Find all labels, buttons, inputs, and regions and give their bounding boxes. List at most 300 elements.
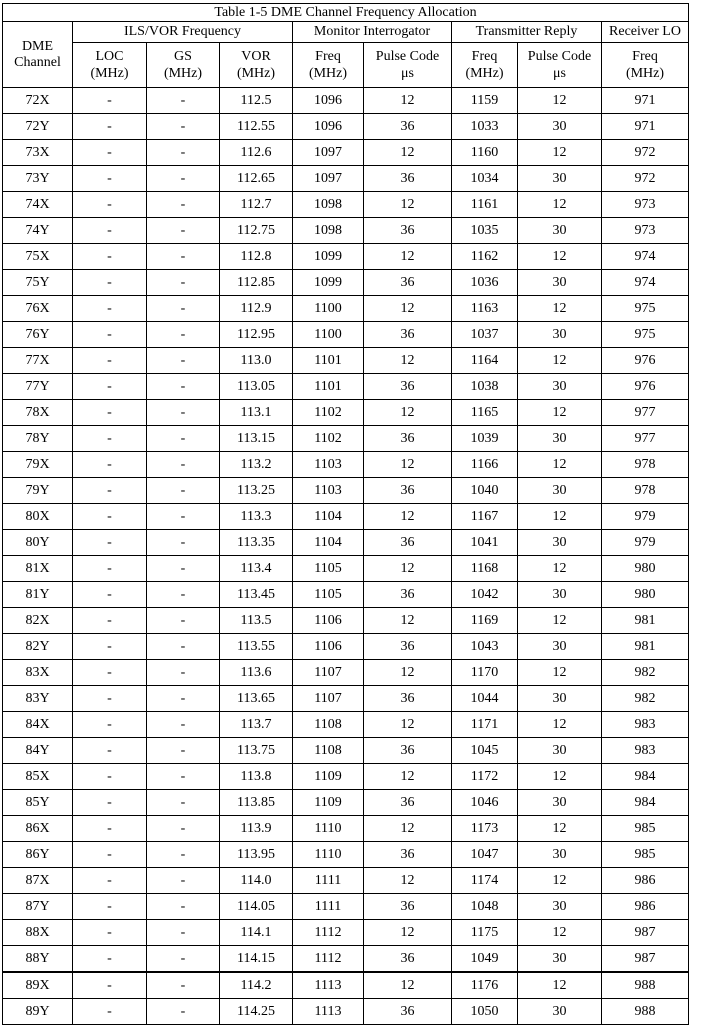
table-row bbox=[3, 686, 689, 712]
gs-cell: - bbox=[147, 452, 220, 478]
monitor-freq-cell: 1101 bbox=[293, 374, 364, 400]
transmitter-pulse-cell: 12 bbox=[518, 868, 602, 894]
gs-cell: - bbox=[147, 920, 220, 946]
table-body bbox=[3, 88, 689, 1025]
dme-channel-cell: 88X bbox=[3, 920, 73, 946]
monitor-pulse-cell: 36 bbox=[364, 790, 452, 816]
monitor-freq-cell: 1108 bbox=[293, 712, 364, 738]
table-row bbox=[3, 140, 689, 166]
header-vor: VOR (MHz) bbox=[220, 43, 293, 88]
vor-cell: 114.2 bbox=[220, 972, 293, 999]
receiver-freq-cell: 971 bbox=[602, 88, 689, 114]
vor-cell: 113.55 bbox=[220, 634, 293, 660]
dme-channel-cell: 75Y bbox=[3, 270, 73, 296]
monitor-pulse-cell: 36 bbox=[364, 426, 452, 452]
dme-channel-cell: 79Y bbox=[3, 478, 73, 504]
gs-cell: - bbox=[147, 894, 220, 920]
transmitter-pulse-cell: 30 bbox=[518, 166, 602, 192]
transmitter-freq-cell: 1172 bbox=[452, 764, 518, 790]
loc-cell: - bbox=[73, 244, 147, 270]
transmitter-freq-cell: 1169 bbox=[452, 608, 518, 634]
vor-cell: 112.95 bbox=[220, 322, 293, 348]
dme-channel-cell: 88Y bbox=[3, 946, 73, 973]
loc-cell: - bbox=[73, 530, 147, 556]
transmitter-pulse-cell: 30 bbox=[518, 270, 602, 296]
monitor-freq-cell: 1112 bbox=[293, 920, 364, 946]
table-row bbox=[3, 244, 689, 270]
monitor-freq-cell: 1111 bbox=[293, 868, 364, 894]
monitor-freq-cell: 1099 bbox=[293, 244, 364, 270]
gs-cell: - bbox=[147, 140, 220, 166]
monitor-freq-cell: 1099 bbox=[293, 270, 364, 296]
receiver-freq-cell: 986 bbox=[602, 894, 689, 920]
monitor-freq-cell: 1104 bbox=[293, 530, 364, 556]
loc-cell: - bbox=[73, 192, 147, 218]
receiver-freq-cell: 978 bbox=[602, 478, 689, 504]
monitor-pulse-cell: 12 bbox=[364, 972, 452, 999]
dme-channel-cell: 86Y bbox=[3, 842, 73, 868]
gs-cell: - bbox=[147, 999, 220, 1025]
monitor-freq-cell: 1096 bbox=[293, 88, 364, 114]
receiver-freq-cell: 982 bbox=[602, 686, 689, 712]
header-monitor-pulse-code: Pulse Code μs bbox=[364, 43, 452, 88]
monitor-pulse-cell: 12 bbox=[364, 244, 452, 270]
monitor-pulse-cell: 12 bbox=[364, 192, 452, 218]
transmitter-pulse-cell: 30 bbox=[518, 374, 602, 400]
vor-cell: 113.25 bbox=[220, 478, 293, 504]
transmitter-freq-cell: 1165 bbox=[452, 400, 518, 426]
dme-channel-cell: 75X bbox=[3, 244, 73, 270]
transmitter-freq-cell: 1044 bbox=[452, 686, 518, 712]
monitor-pulse-cell: 36 bbox=[364, 738, 452, 764]
vor-cell: 113.15 bbox=[220, 426, 293, 452]
header-loc: LOC (MHz) bbox=[73, 43, 147, 88]
monitor-freq-cell: 1102 bbox=[293, 400, 364, 426]
transmitter-pulse-cell: 30 bbox=[518, 426, 602, 452]
transmitter-pulse-cell: 30 bbox=[518, 530, 602, 556]
gs-cell: - bbox=[147, 426, 220, 452]
dme-channel-cell: 83X bbox=[3, 660, 73, 686]
receiver-freq-cell: 971 bbox=[602, 114, 689, 140]
monitor-pulse-cell: 12 bbox=[364, 816, 452, 842]
monitor-freq-cell: 1112 bbox=[293, 946, 364, 973]
gs-cell: - bbox=[147, 686, 220, 712]
gs-cell: - bbox=[147, 504, 220, 530]
dme-channel-cell: 89Y bbox=[3, 999, 73, 1025]
transmitter-freq-cell: 1045 bbox=[452, 738, 518, 764]
monitor-freq-cell: 1106 bbox=[293, 608, 364, 634]
dme-channel-cell: 74Y bbox=[3, 218, 73, 244]
monitor-freq-cell: 1096 bbox=[293, 114, 364, 140]
table-row bbox=[3, 296, 689, 322]
table-row bbox=[3, 790, 689, 816]
vor-cell: 113.95 bbox=[220, 842, 293, 868]
receiver-freq-cell: 983 bbox=[602, 738, 689, 764]
monitor-pulse-cell: 36 bbox=[364, 946, 452, 973]
transmitter-pulse-cell: 12 bbox=[518, 920, 602, 946]
transmitter-pulse-cell: 12 bbox=[518, 816, 602, 842]
dme-channel-cell: 80X bbox=[3, 504, 73, 530]
vor-cell: 114.05 bbox=[220, 894, 293, 920]
table-row bbox=[3, 738, 689, 764]
transmitter-pulse-cell: 12 bbox=[518, 556, 602, 582]
header-transmitter-freq: Freq (MHz) bbox=[452, 43, 518, 88]
loc-cell: - bbox=[73, 322, 147, 348]
dme-channel-cell: 82X bbox=[3, 608, 73, 634]
group-transmitter-reply: Transmitter Reply bbox=[452, 22, 602, 43]
loc-cell: - bbox=[73, 764, 147, 790]
group-receiver-lo: Receiver LO bbox=[602, 22, 689, 43]
loc-cell: - bbox=[73, 894, 147, 920]
vor-cell: 113.6 bbox=[220, 660, 293, 686]
transmitter-freq-cell: 1176 bbox=[452, 972, 518, 999]
dme-channel-cell: 81X bbox=[3, 556, 73, 582]
monitor-pulse-cell: 12 bbox=[364, 400, 452, 426]
vor-cell: 112.8 bbox=[220, 244, 293, 270]
monitor-freq-cell: 1104 bbox=[293, 504, 364, 530]
transmitter-freq-cell: 1042 bbox=[452, 582, 518, 608]
loc-cell: - bbox=[73, 400, 147, 426]
header-transmitter-pulse-code: Pulse Code μs bbox=[518, 43, 602, 88]
gs-cell: - bbox=[147, 192, 220, 218]
dme-channel-cell: 85X bbox=[3, 764, 73, 790]
monitor-pulse-cell: 36 bbox=[364, 999, 452, 1025]
monitor-freq-cell: 1100 bbox=[293, 322, 364, 348]
loc-cell: - bbox=[73, 999, 147, 1025]
receiver-freq-cell: 976 bbox=[602, 348, 689, 374]
transmitter-freq-cell: 1046 bbox=[452, 790, 518, 816]
table-row bbox=[3, 634, 689, 660]
table-row bbox=[3, 192, 689, 218]
transmitter-freq-cell: 1049 bbox=[452, 946, 518, 973]
table-row bbox=[3, 426, 689, 452]
vor-cell: 113.1 bbox=[220, 400, 293, 426]
dme-channel-cell: 77Y bbox=[3, 374, 73, 400]
transmitter-freq-cell: 1050 bbox=[452, 999, 518, 1025]
gs-cell: - bbox=[147, 946, 220, 973]
vor-cell: 113.0 bbox=[220, 348, 293, 374]
gs-cell: - bbox=[147, 348, 220, 374]
monitor-pulse-cell: 12 bbox=[364, 296, 452, 322]
monitor-freq-cell: 1103 bbox=[293, 478, 364, 504]
monitor-freq-cell: 1107 bbox=[293, 660, 364, 686]
monitor-freq-cell: 1101 bbox=[293, 348, 364, 374]
receiver-freq-cell: 983 bbox=[602, 712, 689, 738]
receiver-freq-cell: 985 bbox=[602, 842, 689, 868]
gs-cell: - bbox=[147, 270, 220, 296]
transmitter-pulse-cell: 12 bbox=[518, 764, 602, 790]
monitor-pulse-cell: 36 bbox=[364, 114, 452, 140]
transmitter-pulse-cell: 30 bbox=[518, 686, 602, 712]
vor-cell: 113.9 bbox=[220, 816, 293, 842]
monitor-pulse-cell: 36 bbox=[364, 530, 452, 556]
monitor-freq-cell: 1097 bbox=[293, 140, 364, 166]
receiver-freq-cell: 979 bbox=[602, 530, 689, 556]
transmitter-freq-cell: 1166 bbox=[452, 452, 518, 478]
table-row bbox=[3, 712, 689, 738]
table-row bbox=[3, 504, 689, 530]
monitor-pulse-cell: 36 bbox=[364, 582, 452, 608]
gs-cell: - bbox=[147, 530, 220, 556]
vor-cell: 114.15 bbox=[220, 946, 293, 973]
vor-cell: 113.8 bbox=[220, 764, 293, 790]
table-row bbox=[3, 868, 689, 894]
transmitter-pulse-cell: 12 bbox=[518, 400, 602, 426]
table-row bbox=[3, 556, 689, 582]
header-monitor-freq: Freq (MHz) bbox=[293, 43, 364, 88]
monitor-freq-cell: 1102 bbox=[293, 426, 364, 452]
loc-cell: - bbox=[73, 374, 147, 400]
table-row bbox=[3, 374, 689, 400]
dme-channel-cell: 74X bbox=[3, 192, 73, 218]
transmitter-pulse-cell: 12 bbox=[518, 140, 602, 166]
monitor-freq-cell: 1109 bbox=[293, 790, 364, 816]
transmitter-freq-cell: 1041 bbox=[452, 530, 518, 556]
monitor-freq-cell: 1106 bbox=[293, 634, 364, 660]
transmitter-freq-cell: 1164 bbox=[452, 348, 518, 374]
transmitter-freq-cell: 1170 bbox=[452, 660, 518, 686]
table-row bbox=[3, 946, 689, 973]
loc-cell: - bbox=[73, 114, 147, 140]
receiver-freq-cell: 981 bbox=[602, 608, 689, 634]
transmitter-pulse-cell: 30 bbox=[518, 218, 602, 244]
vor-cell: 113.85 bbox=[220, 790, 293, 816]
receiver-freq-cell: 972 bbox=[602, 140, 689, 166]
monitor-pulse-cell: 12 bbox=[364, 140, 452, 166]
transmitter-pulse-cell: 30 bbox=[518, 999, 602, 1025]
vor-cell: 112.85 bbox=[220, 270, 293, 296]
table-row bbox=[3, 452, 689, 478]
header-receiver-freq: Freq (MHz) bbox=[602, 43, 689, 88]
dme-channel-cell: 79X bbox=[3, 452, 73, 478]
gs-cell: - bbox=[147, 764, 220, 790]
receiver-freq-cell: 976 bbox=[602, 374, 689, 400]
transmitter-freq-cell: 1038 bbox=[452, 374, 518, 400]
gs-cell: - bbox=[147, 114, 220, 140]
dme-channel-table bbox=[2, 3, 689, 1025]
table-row bbox=[3, 582, 689, 608]
transmitter-pulse-cell: 12 bbox=[518, 296, 602, 322]
vor-cell: 114.25 bbox=[220, 999, 293, 1025]
gs-cell: - bbox=[147, 660, 220, 686]
vor-cell: 114.1 bbox=[220, 920, 293, 946]
dme-channel-cell: 81Y bbox=[3, 582, 73, 608]
monitor-pulse-cell: 12 bbox=[364, 660, 452, 686]
vor-cell: 112.5 bbox=[220, 88, 293, 114]
gs-cell: - bbox=[147, 374, 220, 400]
monitor-freq-cell: 1113 bbox=[293, 999, 364, 1025]
table-row bbox=[3, 478, 689, 504]
receiver-freq-cell: 974 bbox=[602, 270, 689, 296]
table-row bbox=[3, 660, 689, 686]
monitor-freq-cell: 1107 bbox=[293, 686, 364, 712]
receiver-freq-cell: 980 bbox=[602, 582, 689, 608]
loc-cell: - bbox=[73, 582, 147, 608]
header-dme-channel: DME Channel bbox=[3, 22, 73, 88]
monitor-pulse-cell: 36 bbox=[364, 894, 452, 920]
header-gs: GS (MHz) bbox=[147, 43, 220, 88]
monitor-freq-cell: 1105 bbox=[293, 582, 364, 608]
vor-cell: 112.9 bbox=[220, 296, 293, 322]
gs-cell: - bbox=[147, 218, 220, 244]
monitor-pulse-cell: 36 bbox=[364, 686, 452, 712]
vor-cell: 112.65 bbox=[220, 166, 293, 192]
monitor-pulse-cell: 12 bbox=[364, 348, 452, 374]
vor-cell: 112.7 bbox=[220, 192, 293, 218]
table-row bbox=[3, 322, 689, 348]
table-row bbox=[3, 999, 689, 1025]
receiver-freq-cell: 973 bbox=[602, 192, 689, 218]
transmitter-pulse-cell: 30 bbox=[518, 322, 602, 348]
table-row bbox=[3, 348, 689, 374]
receiver-freq-cell: 972 bbox=[602, 166, 689, 192]
receiver-freq-cell: 975 bbox=[602, 296, 689, 322]
loc-cell: - bbox=[73, 296, 147, 322]
dme-channel-cell: 76X bbox=[3, 296, 73, 322]
monitor-freq-cell: 1103 bbox=[293, 452, 364, 478]
monitor-freq-cell: 1098 bbox=[293, 218, 364, 244]
gs-cell: - bbox=[147, 582, 220, 608]
transmitter-pulse-cell: 12 bbox=[518, 712, 602, 738]
loc-cell: - bbox=[73, 556, 147, 582]
monitor-freq-cell: 1109 bbox=[293, 764, 364, 790]
dme-channel-cell: 77X bbox=[3, 348, 73, 374]
transmitter-freq-cell: 1171 bbox=[452, 712, 518, 738]
loc-cell: - bbox=[73, 608, 147, 634]
transmitter-pulse-cell: 30 bbox=[518, 790, 602, 816]
transmitter-freq-cell: 1037 bbox=[452, 322, 518, 348]
monitor-freq-cell: 1108 bbox=[293, 738, 364, 764]
dme-channel-cell: 85Y bbox=[3, 790, 73, 816]
monitor-pulse-cell: 12 bbox=[364, 712, 452, 738]
loc-cell: - bbox=[73, 816, 147, 842]
transmitter-pulse-cell: 30 bbox=[518, 946, 602, 973]
vor-cell: 113.65 bbox=[220, 686, 293, 712]
receiver-freq-cell: 988 bbox=[602, 999, 689, 1025]
gs-cell: - bbox=[147, 738, 220, 764]
monitor-freq-cell: 1100 bbox=[293, 296, 364, 322]
vor-cell: 113.45 bbox=[220, 582, 293, 608]
transmitter-pulse-cell: 12 bbox=[518, 244, 602, 270]
gs-cell: - bbox=[147, 842, 220, 868]
transmitter-pulse-cell: 12 bbox=[518, 660, 602, 686]
dme-channel-cell: 80Y bbox=[3, 530, 73, 556]
table-row bbox=[3, 530, 689, 556]
vor-cell: 113.2 bbox=[220, 452, 293, 478]
monitor-pulse-cell: 36 bbox=[364, 634, 452, 660]
vor-cell: 112.75 bbox=[220, 218, 293, 244]
transmitter-freq-cell: 1173 bbox=[452, 816, 518, 842]
receiver-freq-cell: 979 bbox=[602, 504, 689, 530]
receiver-freq-cell: 986 bbox=[602, 868, 689, 894]
monitor-freq-cell: 1110 bbox=[293, 842, 364, 868]
monitor-pulse-cell: 12 bbox=[364, 868, 452, 894]
group-monitor-interrogator: Monitor Interrogator bbox=[293, 22, 452, 43]
receiver-freq-cell: 982 bbox=[602, 660, 689, 686]
vor-cell: 114.0 bbox=[220, 868, 293, 894]
loc-cell: - bbox=[73, 972, 147, 999]
gs-cell: - bbox=[147, 712, 220, 738]
table-row bbox=[3, 842, 689, 868]
table-row bbox=[3, 972, 689, 999]
gs-cell: - bbox=[147, 296, 220, 322]
dme-channel-cell: 86X bbox=[3, 816, 73, 842]
receiver-freq-cell: 977 bbox=[602, 426, 689, 452]
loc-cell: - bbox=[73, 634, 147, 660]
monitor-freq-cell: 1105 bbox=[293, 556, 364, 582]
loc-cell: - bbox=[73, 140, 147, 166]
receiver-freq-cell: 984 bbox=[602, 764, 689, 790]
transmitter-pulse-cell: 30 bbox=[518, 582, 602, 608]
transmitter-pulse-cell: 30 bbox=[518, 114, 602, 140]
monitor-freq-cell: 1111 bbox=[293, 894, 364, 920]
transmitter-freq-cell: 1162 bbox=[452, 244, 518, 270]
monitor-pulse-cell: 36 bbox=[364, 270, 452, 296]
transmitter-freq-cell: 1161 bbox=[452, 192, 518, 218]
receiver-freq-cell: 987 bbox=[602, 920, 689, 946]
receiver-freq-cell: 977 bbox=[602, 400, 689, 426]
receiver-freq-cell: 974 bbox=[602, 244, 689, 270]
gs-cell: - bbox=[147, 868, 220, 894]
vor-cell: 113.75 bbox=[220, 738, 293, 764]
receiver-freq-cell: 980 bbox=[602, 556, 689, 582]
vor-cell: 113.4 bbox=[220, 556, 293, 582]
loc-cell: - bbox=[73, 920, 147, 946]
loc-cell: - bbox=[73, 946, 147, 973]
transmitter-freq-cell: 1033 bbox=[452, 114, 518, 140]
loc-cell: - bbox=[73, 478, 147, 504]
transmitter-freq-cell: 1175 bbox=[452, 920, 518, 946]
transmitter-pulse-cell: 12 bbox=[518, 504, 602, 530]
vor-cell: 112.6 bbox=[220, 140, 293, 166]
table-title: Table 1-5 DME Channel Frequency Allocation bbox=[3, 4, 689, 22]
table-row bbox=[3, 218, 689, 244]
receiver-freq-cell: 985 bbox=[602, 816, 689, 842]
dme-channel-cell: 87X bbox=[3, 868, 73, 894]
monitor-pulse-cell: 36 bbox=[364, 478, 452, 504]
dme-channel-cell: 83Y bbox=[3, 686, 73, 712]
transmitter-freq-cell: 1163 bbox=[452, 296, 518, 322]
gs-cell: - bbox=[147, 244, 220, 270]
dme-channel-cell: 84X bbox=[3, 712, 73, 738]
loc-cell: - bbox=[73, 686, 147, 712]
receiver-freq-cell: 987 bbox=[602, 946, 689, 973]
loc-cell: - bbox=[73, 868, 147, 894]
table-row bbox=[3, 88, 689, 114]
loc-cell: - bbox=[73, 712, 147, 738]
transmitter-freq-cell: 1159 bbox=[452, 88, 518, 114]
gs-cell: - bbox=[147, 478, 220, 504]
transmitter-pulse-cell: 12 bbox=[518, 88, 602, 114]
gs-cell: - bbox=[147, 608, 220, 634]
transmitter-freq-cell: 1039 bbox=[452, 426, 518, 452]
table-row bbox=[3, 764, 689, 790]
monitor-pulse-cell: 36 bbox=[364, 374, 452, 400]
loc-cell: - bbox=[73, 738, 147, 764]
monitor-pulse-cell: 36 bbox=[364, 166, 452, 192]
dme-channel-cell: 84Y bbox=[3, 738, 73, 764]
loc-cell: - bbox=[73, 348, 147, 374]
vor-cell: 113.35 bbox=[220, 530, 293, 556]
table-row bbox=[3, 894, 689, 920]
transmitter-pulse-cell: 30 bbox=[518, 634, 602, 660]
gs-cell: - bbox=[147, 166, 220, 192]
transmitter-pulse-cell: 30 bbox=[518, 738, 602, 764]
loc-cell: - bbox=[73, 270, 147, 296]
gs-cell: - bbox=[147, 400, 220, 426]
monitor-pulse-cell: 12 bbox=[364, 504, 452, 530]
gs-cell: - bbox=[147, 322, 220, 348]
